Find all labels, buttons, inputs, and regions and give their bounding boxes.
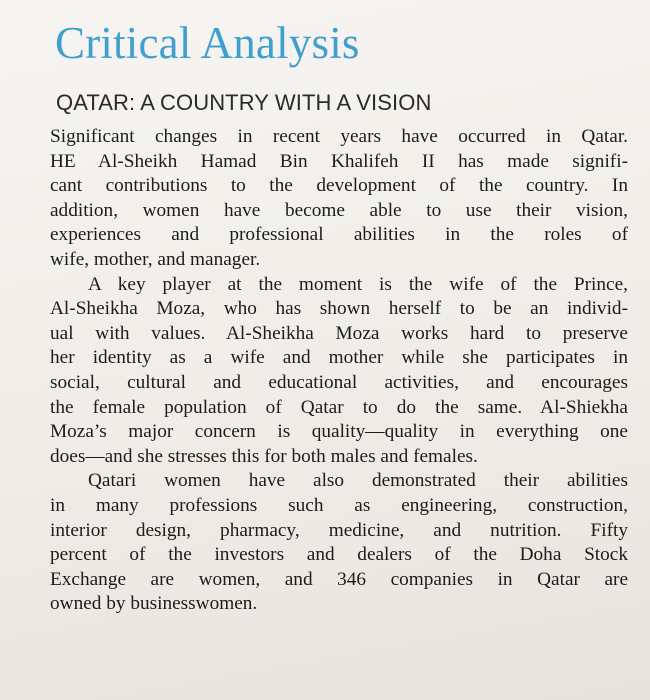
text-line: interior design, pharmacy, medicine, and nutrition. Fifty [50,519,628,541]
text-line: Significant changes in recent years have occurred in Qatar. [50,126,628,147]
text-line: experiences and professional abilities in the roles of [50,224,628,246]
text-line: wife, mother, and manager. [50,248,261,270]
text-line: Moza’s major concern is quality—quality in everything one [50,421,628,443]
text-line: in many professions such as engineering, construction, [50,494,628,516]
section-title: Critical Analysis [55,18,360,68]
text-line: A key player at the moment is the wife of the Prince, [88,273,628,295]
text-line: her identity as a wife and mother while she participates in [50,347,628,369]
text-line: Qatari women have also demonstrated their abilities [88,470,628,492]
text-line: the female population of Qatar to do the same. Al-Shiekha [50,396,628,418]
text-line: addition, women have become able to use their vision, [50,199,628,221]
text-line: does—and she stresses this for both males and females. [50,445,478,467]
text-line: ual with values. Al-Sheikha Moza works hard to preserve [50,322,628,344]
paragraph-3 [50,469,628,617]
article-body [50,125,628,617]
text-line: cant contributions to the development of the country. In [50,175,628,197]
text-line: HE Al-Sheikh Hamad Bin Khalifeh II has made signifi- [50,150,628,172]
paragraph-1 [50,125,628,273]
text-line: Al-Sheikha Moza, who has shown herself to be an individ- [50,298,628,320]
text-line: percent of the investors and dealers of the Doha Stock [50,544,628,566]
text-line: Exchange are women, and 346 companies in Qatar are [50,568,628,590]
text-line: owned by businesswomen. [50,593,258,615]
paragraph-2 [50,273,628,470]
text-line: social, cultural and educational activities, and encourages [50,371,628,393]
section-subtitle: QATAR: A COUNTRY WITH A VISION [56,90,432,115]
